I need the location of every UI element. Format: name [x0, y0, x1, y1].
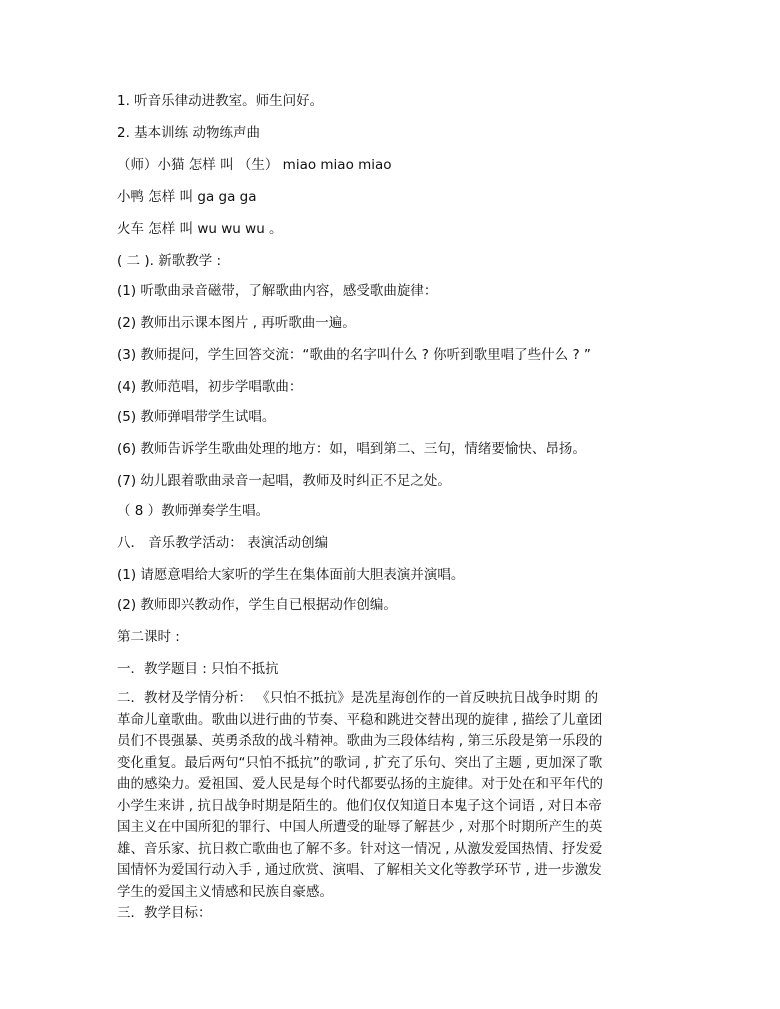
text-line-16: (1) 请愿意唱给大家听的学生在集体面前大胆表演并演唱。 [117, 567, 465, 583]
paragraph-line: 曲的感染力。爱祖国、爱人民是每个时代都要弘扬的主旋律。对于处在和平年代的 [117, 776, 603, 792]
text-line-15: 八． 音乐教学活动： 表演活动创编 [117, 535, 329, 551]
paragraph-line: 员们不畏强暴、英勇杀敌的战斗精神。歌曲为三段体结构 , 第三乐段是第一乐段的 [117, 733, 603, 749]
text-line-3: （师）小猫 怎样 叫 （生） miao miao miao [117, 157, 392, 173]
text-line-9: (3) 教师提问，学生回答交流：“歌曲的名字叫什么 ? 你听到歌里唱了些什么 ? ” [117, 347, 591, 363]
paragraph-line: 二．教材及学情分析： 《只怕不抵抗》是冼星海创作的一首反映抗日战争时期 的 [117, 690, 599, 706]
text-line-7: (1) 听歌曲录音磁带，了解歌曲内容，感受歌曲旋律： [117, 283, 438, 299]
text-line-10: (4) 教师范唱，初步学唱歌曲： [117, 379, 303, 395]
text-line-18: 第二课时 : [117, 629, 180, 645]
text-line-19: 一．教学题目 : 只怕不抵抗 [117, 661, 279, 677]
section-heading-objectives: 三．教学目标： [117, 905, 212, 921]
text-line-2: 2. 基本训练 动物练声曲 [117, 125, 260, 141]
text-line-17: (2) 教师即兴教动作，学生自已根据动作创编。 [117, 597, 397, 613]
text-line-5: 火车 怎样 叫 wu wu wu 。 [117, 221, 283, 237]
paragraph-line: 国主义在中国所犯的罪行、中国人所遭受的耻辱了解甚少 , 对那个时期所产生的英 [117, 819, 603, 835]
text-line-13: (7) 幼儿跟着歌曲录音一起唱，教师及时纠正不足之处。 [117, 473, 451, 489]
text-line-4: 小鸭 怎样 叫 ga ga ga [117, 189, 257, 205]
text-line-11: (5) 教师弹唱带学生试唱。 [117, 409, 276, 425]
text-line-14: （ 8 ）教师弹奏学生唱。 [117, 503, 270, 519]
paragraph-line: 雄、音乐家、抗日救亡歌曲也了解不多。针对这一情况 , 从激发爱国热情、抒发爱 [117, 840, 603, 857]
text-line-1: 1. 听音乐律动进教室。师生问好。 [117, 93, 324, 109]
paragraph-line: 国情怀为爱国行动入手 , 通过欣赏、演唱、了解相关文化等教学环节 , 进一步激发 [117, 862, 602, 878]
analysis-paragraph [117, 688, 665, 903]
text-line-8: (2) 教师出示课本图片 , 再听歌曲一遍。 [117, 315, 356, 331]
paragraph-line: 革命儿童歌曲。歌曲以进行曲的节奏、平稳和跳进交替出现的旋律 , 描绘了儿童团 [117, 711, 603, 728]
text-line-6: ( 二 ). 新歌教学 : [117, 253, 222, 269]
paragraph-line: 变化重复。最后两句“只怕不抵抗”的歌词 , 扩充了乐句、突出了主题 , 更加深了歌 [117, 754, 603, 771]
paragraph-line: 小学生来讲 , 抗日战争时期是陌生的。他们仅仅知道日本鬼子这个词语 , 对日本帝 [117, 797, 602, 814]
paragraph-line: 学生的爱国主义情感和民族自豪感。 [117, 883, 333, 900]
text-line-12: (6) 教师告诉学生歌曲处理的地方：如，唱到第二、三句，情绪要愉快、昂扬。 [117, 441, 586, 457]
